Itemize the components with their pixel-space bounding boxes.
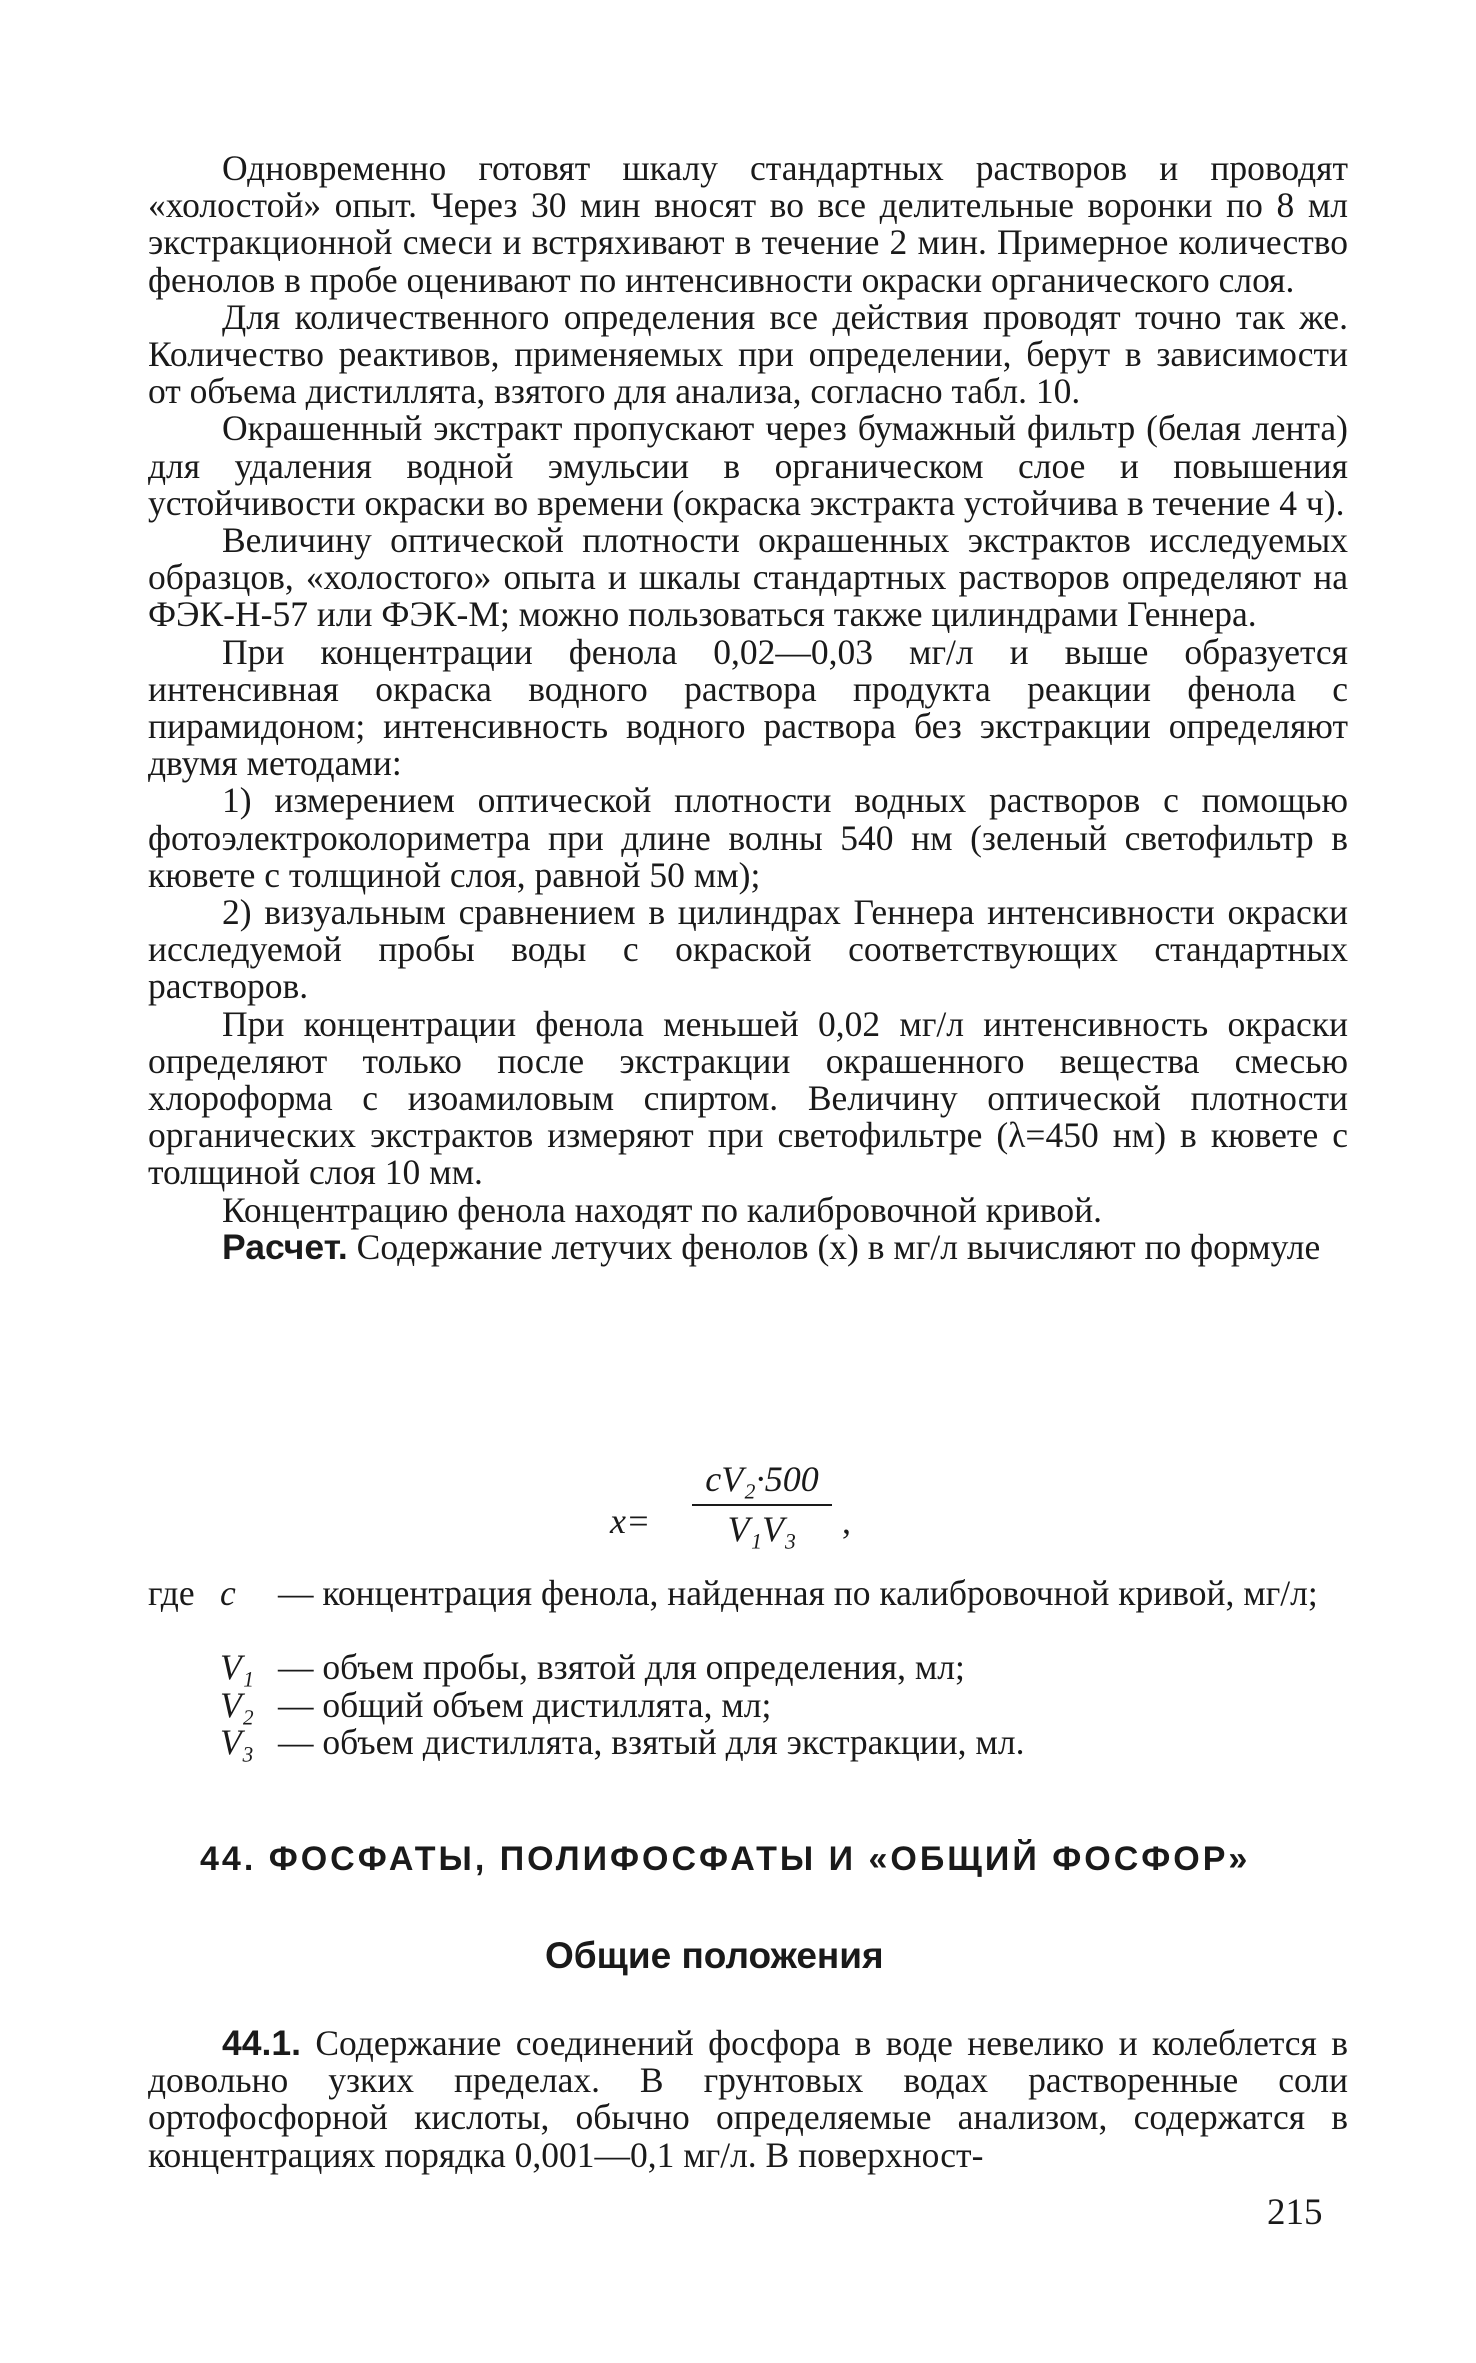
legend-symbol-v2: V₂ <box>220 1684 255 1725</box>
body-text-top <box>148 150 1348 1266</box>
legend-row-v2 <box>148 1684 1348 1725</box>
paragraph-extract-filter: Окрашенный экстракт пропускают через бумажный фильтр (белая лента) для удаления водной эмульсии в органическом слое и повышения устойчивости окраски во времени (окраска экстракта устойчива в течение 4 ч). <box>148 408 1348 523</box>
paragraph-optical-density: Величину оптической плотности окрашенных экстрактов исследуемых образцов, «холостого» опыта и шкалы стандартных растворов определяют на ФЭК-Н-57 или ФЭК-М; можно пользоваться также цилиндрами Геннера. <box>148 520 1348 635</box>
formula-legend <box>148 1575 1348 1761</box>
paragraph-quantitative: Для количественного определения все действия проводят точно так же. Количество реактивов, применяемых при определении, берут в зависимости от объема дистиллята, взятого для анализа, согласно табл. 10. <box>148 296 1348 412</box>
subsection-title: Общие положения <box>545 1935 884 1976</box>
section-title: 44. ФОСФАТЫ, ПОЛИФОСФАТЫ И «ОБЩИЙ ФОСФОР» <box>200 1840 1251 1878</box>
paragraph-concentration-high: При концентрации фенола 0,02—0,03 мг/л и выше образуется интенсивная окраска водного раствора продукта реакции фенола с пирамидоном; интенсивность водного раствора без экстракции определяют двумя методами: <box>148 631 1348 784</box>
legend-prefix: где <box>148 1573 195 1613</box>
paragraph-standard-scale: Одновременно готовят шкалу стандартных растворов и проводят «холостой» опыт. Через 30 мин вносят во все делительные воронки по 8 мл экстракционной смеси и встряхивают в течение 2 мин. Примерное количество фенолов в пробе оценивают по интенсивности окраски органического слоя. <box>148 148 1348 300</box>
clause-number: 44.1. <box>222 2023 301 2063</box>
list-item-method-1: 1) измерением оптической плотности водных растворов с помощью фотоэлектроколориметра при длине волны 540 нм (зеленый светофильтр в кювете с толщиной слоя, равной 50 мм); <box>148 780 1348 895</box>
legend-row-v1 <box>148 1649 1348 1686</box>
clause-text: Содержание соединений фосфора в воде невелико и колеблется в довольно узких пределах. В грунтовых водах растворенные соли ортофосфорной кислоты, обычно определяемые анализом, содержатся в концентрациях порядка 0,001—0,1 мг/л. В поверхност- <box>148 2023 1349 2175</box>
paragraph-concentration-low: При концентрации фенола меньшей 0,02 мг/л интенсивность окраски определяют только после экстракции окрашенного вещества смесью хлороформа с изоамиловым спиртом. Величину оптической плотности органических экстрактов измеряют при светофильтре (λ=450 нм) в кювете с толщиной слоя 10 мм. <box>148 1003 1348 1193</box>
legend-text-c: — концентрация фенола, найденная по калибровочной кривой, мг/л; <box>278 1573 1318 1613</box>
paragraph-calibration: Концентрацию фенола находят по калибровочной кривой. <box>222 1189 1102 1230</box>
body-text-bottom <box>148 2025 1348 2174</box>
formula-numerator: cV₂·500 <box>705 1459 819 1499</box>
list-item-method-2: 2) визуальным сравнением в цилиндрах Геннера интенсивности окраски исследуемой пробы воды с окраской соответствующих стандартных растворов. <box>148 892 1348 1007</box>
legend-row-c <box>148 1575 1348 1612</box>
calculation-text: Содержание летучих фенолов (x) в мг/л вычисляют по формуле <box>356 1226 1321 1267</box>
legend-text-v1: — объем пробы, взятой для определения, мл; <box>278 1647 965 1688</box>
legend-text-v3: — объем дистиллята, взятый для экстракции, мл. <box>278 1721 1025 1762</box>
formula-denominator: V₁V₃ <box>727 1509 797 1549</box>
calculation-label: Расчет. <box>222 1226 348 1267</box>
formula-bar <box>692 1504 832 1506</box>
formula-lhs: x= <box>610 1501 651 1541</box>
page-number: 215 <box>1267 2192 1323 2233</box>
formula-fraction <box>692 1458 832 1550</box>
legend-text-v2: — общий объем дистиллята, мл; <box>278 1684 772 1725</box>
formula-comma: , <box>842 1501 851 1541</box>
paragraph-calculation <box>148 1226 1348 1267</box>
legend-symbol-v1: V₁ <box>220 1647 255 1688</box>
legend-row-v3 <box>148 1721 1348 1762</box>
legend-symbol-v3: V₃ <box>220 1721 255 1762</box>
legend-symbol-c: c <box>220 1573 236 1613</box>
paragraph-clause-44-1 <box>148 2025 1348 2174</box>
